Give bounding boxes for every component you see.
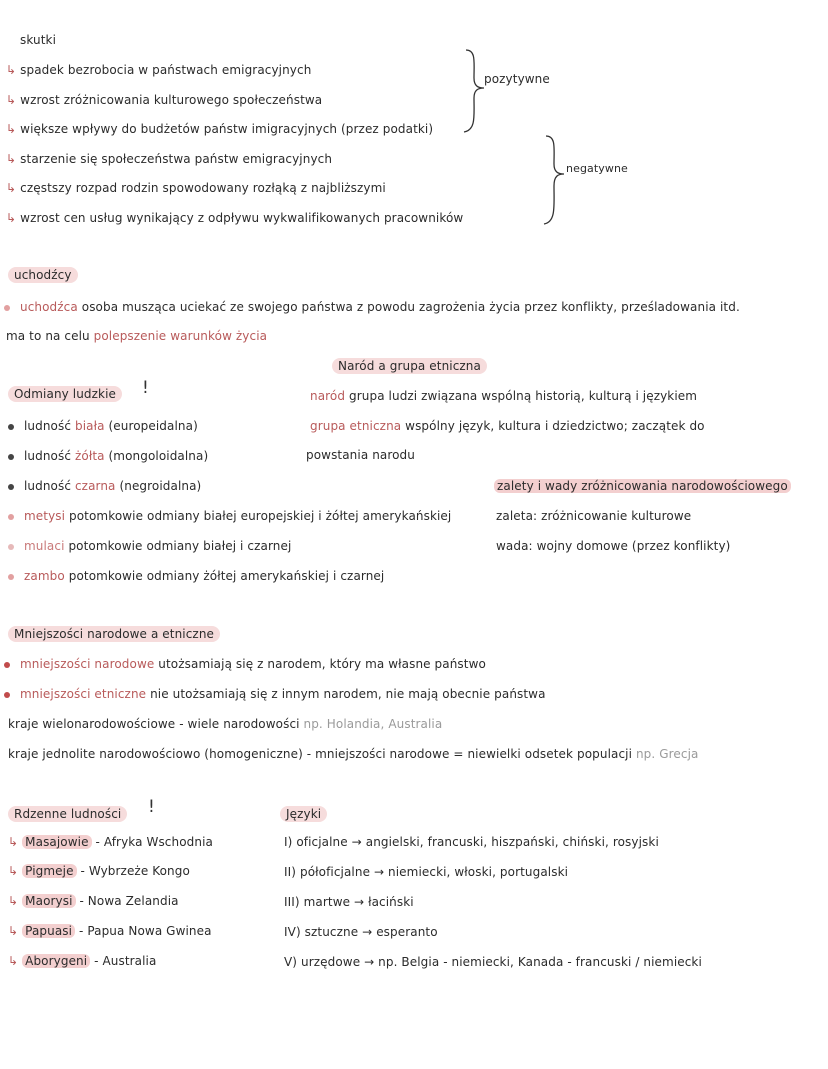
uchodzcy-title-text: uchodźcy: [8, 267, 78, 283]
mniejszosci-term: mniejszości narodowe: [20, 657, 155, 671]
odmiany-exclamation: !: [142, 378, 149, 398]
jezyki-value: esperanto: [376, 925, 438, 939]
positive-label: pozytywne: [484, 72, 550, 86]
arrow-icon: ↳: [6, 211, 17, 225]
narod-line: [310, 388, 697, 404]
jezyki-item: II) półoficjalne → niemiecki, włoski, portugalski: [284, 865, 569, 879]
skutki-item-text: starzenie się społeczeństwa państw emigracyjnych: [20, 152, 333, 166]
jezyki-value: niemiecki, włoski, portugalski: [388, 865, 569, 879]
uchodzcy-line2-highlight: polepszenie warunków życia: [93, 329, 268, 343]
uchodzcy-title: [8, 267, 78, 283]
mniejszosci-term: mniejszości etniczne: [20, 687, 147, 701]
bullet-icon: [8, 484, 14, 490]
odmiany-prefix: ludność: [24, 419, 72, 433]
skutki-item: [6, 210, 463, 226]
kraje-example: np. Holandia, Australia: [303, 717, 443, 731]
rdzenne-name: Pigmeje: [22, 864, 76, 878]
rdzenne-item: ↳ Pigmeje - Wybrzeże Kongo: [8, 864, 190, 878]
odmiany-item: [8, 418, 198, 434]
grupa-term: grupa etniczna: [310, 419, 402, 433]
odmiany-item: [8, 508, 451, 524]
skutki-item: [6, 121, 433, 137]
odmiany-item: [8, 448, 208, 464]
odmiany-term: biała: [74, 419, 105, 433]
odmiany-rest: potomkowie odmiany białej i czarnej: [68, 539, 292, 553]
rdzenne-place: Papua Nowa Gwinea: [87, 924, 212, 938]
bullet-icon: [8, 574, 14, 580]
skutki-item-text: spadek bezrobocia w państwach emigracyjnych: [20, 63, 312, 77]
rdzenne-exclamation: !: [148, 797, 155, 817]
rdzenne-item: ↳ Masajowie - Afryka Wschodnia: [8, 835, 213, 849]
arrow-icon: ↳: [8, 835, 19, 849]
skutki-item-text: większe wpływy do budżetów państw imigracyjnych (przez podatki): [20, 122, 434, 136]
rdzenne-title-text: Rdzenne ludności: [8, 806, 127, 822]
bullet-icon: [4, 692, 10, 698]
arrow-icon: ↳: [6, 181, 17, 195]
odmiany-item: [8, 478, 201, 494]
jezyki-value: łaciński: [368, 895, 414, 909]
negative-brace-icon: [540, 134, 570, 226]
jezyki-label: II) półoficjalne: [284, 865, 371, 879]
bullet-icon: [8, 424, 14, 430]
jezyki-label: IV) sztuczne: [284, 925, 359, 939]
grupa-line2: powstania narodu: [306, 448, 415, 462]
odmiany-rest: potomkowie odmiany żółtej amerykańskiej i czarnej: [68, 569, 385, 583]
kraje-line: [8, 716, 442, 732]
odmiany-prefix: ludność: [24, 479, 72, 493]
positive-brace-icon: [460, 48, 490, 134]
rdzenne-place: Nowa Zelandia: [87, 894, 179, 908]
narod-title-text: Naród a grupa etniczna: [332, 358, 487, 374]
jezyki-label: I) oficjalne: [284, 835, 348, 849]
odmiany-term: metysi: [24, 509, 66, 523]
bullet-icon: [4, 305, 10, 311]
narod-title: [332, 358, 487, 374]
jezyki-value: angielski, francuski, hiszpański, chiński, rosyjski: [365, 835, 659, 849]
jezyki-item: III) martwe → łaciński: [284, 895, 414, 909]
mniejszosci-item: [4, 656, 486, 672]
skutki-item-text: wzrost zróżnicowania kulturowego społeczeństwa: [20, 93, 323, 107]
jezyki-title-text: Języki: [280, 806, 327, 822]
uchodzca-term: uchodźca: [20, 300, 78, 314]
arrow-icon: ↳: [6, 93, 17, 107]
rdzenne-name: Aborygeni: [22, 954, 90, 968]
odmiany-rest: (negroidalna): [119, 479, 202, 493]
narod-term: naród: [310, 389, 346, 403]
jezyki-title: [280, 806, 327, 822]
arrow-icon: ↳: [6, 122, 17, 136]
bullet-icon: [4, 662, 10, 668]
jezyki-label: V) urzędowe: [284, 955, 361, 969]
rdzenne-item: ↳ Aborygeni - Australia: [8, 954, 157, 968]
uchodzcy-line2: [6, 328, 267, 344]
mniejszosci-title: [8, 626, 220, 642]
kraje-example: np. Grecja: [635, 747, 699, 761]
rdzenne-name: Masajowie: [22, 835, 91, 849]
odmiany-prefix: ludność: [24, 449, 72, 463]
mniejszosci-def: nie utożsamiają się z innym narodem, nie mają obecnie państwa: [150, 687, 546, 701]
jezyki-value: np. Belgia - niemiecki, Kanada - francuski / niemiecki: [378, 955, 702, 969]
zalety-title: [494, 478, 791, 494]
kraje-line: [8, 746, 698, 762]
rdzenne-item: ↳ Maorysi - Nowa Zelandia: [8, 894, 179, 908]
odmiany-item: [8, 538, 291, 554]
uchodzca-def: osoba musząca uciekać ze swojego państwa z powodu zagrożenia życia przez konflikty, prześladowania itd.: [81, 300, 740, 314]
odmiany-term: żółta: [74, 449, 105, 463]
mniejszosci-item: [4, 686, 546, 702]
skutki-item: [6, 180, 386, 196]
zaleta-line: [496, 508, 691, 524]
bullet-icon: [8, 514, 14, 520]
arrow-icon: ↳: [8, 864, 19, 878]
skutki-item-text: częstszy rozpad rodzin spowodowany rozłąką z najbliższymi: [20, 181, 386, 195]
odmiany-term: zambo: [24, 569, 65, 583]
odmiany-rest: (europeidalna): [108, 419, 198, 433]
jezyki-label: III) martwe: [284, 895, 351, 909]
arrow-icon: ↳: [6, 152, 17, 166]
arrow-icon: ↳: [8, 924, 19, 938]
kraje-text: kraje wielonarodowościowe - wiele narodowości: [8, 717, 300, 731]
odmiany-rest: potomkowie odmiany białej europejskiej i żółtej amerykańskiej: [69, 509, 452, 523]
arrow-icon: ↳: [6, 63, 17, 77]
arrow-icon: ↳: [8, 894, 19, 908]
kraje-text: kraje jednolite narodowościowo (homogeniczne) - mniejszości narodowe = niewielki odsetek populacji: [8, 747, 633, 761]
arrow-icon: ↳: [8, 954, 19, 968]
jezyki-item: V) urzędowe → np. Belgia - niemiecki, Kanada - francuski / niemiecki: [284, 955, 702, 969]
uchodzcy-definition: [4, 299, 740, 315]
odmiany-title: [8, 386, 122, 402]
skutki-item: [6, 151, 332, 167]
zaleta-value: zróżnicowanie kulturowe: [541, 509, 692, 523]
skutki-item-text: wzrost cen usług wynikający z odpływu wykwalifikowanych pracowników: [20, 211, 464, 225]
mniejszosci-title-text: Mniejszości narodowe a etniczne: [8, 626, 220, 642]
rdzenne-name: Papuasi: [22, 924, 75, 938]
skutki-item: [6, 62, 311, 78]
odmiany-item: [8, 568, 384, 584]
bullet-icon: [8, 454, 14, 460]
zaleta-label: zaleta:: [496, 509, 538, 523]
odmiany-title-text: Odmiany ludzkie: [8, 386, 122, 402]
odmiany-term: mulaci: [24, 539, 65, 553]
zalety-title-text: zalety i wady zróżnicowania narodowościowego: [494, 479, 791, 493]
mniejszosci-def: utożsamiają się z narodem, który ma własne państwo: [158, 657, 486, 671]
skutki-title: skutki: [20, 33, 57, 47]
odmiany-rest: (mongoloidalna): [108, 449, 209, 463]
grupa-line: [310, 418, 705, 434]
skutki-item: [6, 92, 322, 108]
wada-label: wada:: [496, 539, 533, 553]
wada-value: wojny domowe (przez konflikty): [536, 539, 731, 553]
odmiany-term: czarna: [74, 479, 116, 493]
jezyki-item: IV) sztuczne → esperanto: [284, 925, 438, 939]
wada-line: [496, 538, 730, 554]
grupa-def: wspólny język, kultura i dziedzictwo; zaczątek do: [405, 419, 705, 433]
rdzenne-place: Wybrzeże Kongo: [88, 864, 190, 878]
negative-label: negatywne: [566, 162, 628, 175]
narod-def: grupa ludzi związana wspólną historią, kulturą i językiem: [349, 389, 698, 403]
rdzenne-place: Afryka Wschodnia: [103, 835, 213, 849]
jezyki-item: I) oficjalne → angielski, francuski, hiszpański, chiński, rosyjski: [284, 835, 659, 849]
uchodzcy-line2-prefix: ma to na celu: [6, 329, 90, 343]
rdzenne-name: Maorysi: [22, 894, 75, 908]
rdzenne-item: ↳ Papuasi - Papua Nowa Gwinea: [8, 924, 212, 938]
rdzenne-place: Australia: [102, 954, 157, 968]
bullet-icon: [8, 544, 14, 550]
rdzenne-title: [8, 806, 127, 822]
